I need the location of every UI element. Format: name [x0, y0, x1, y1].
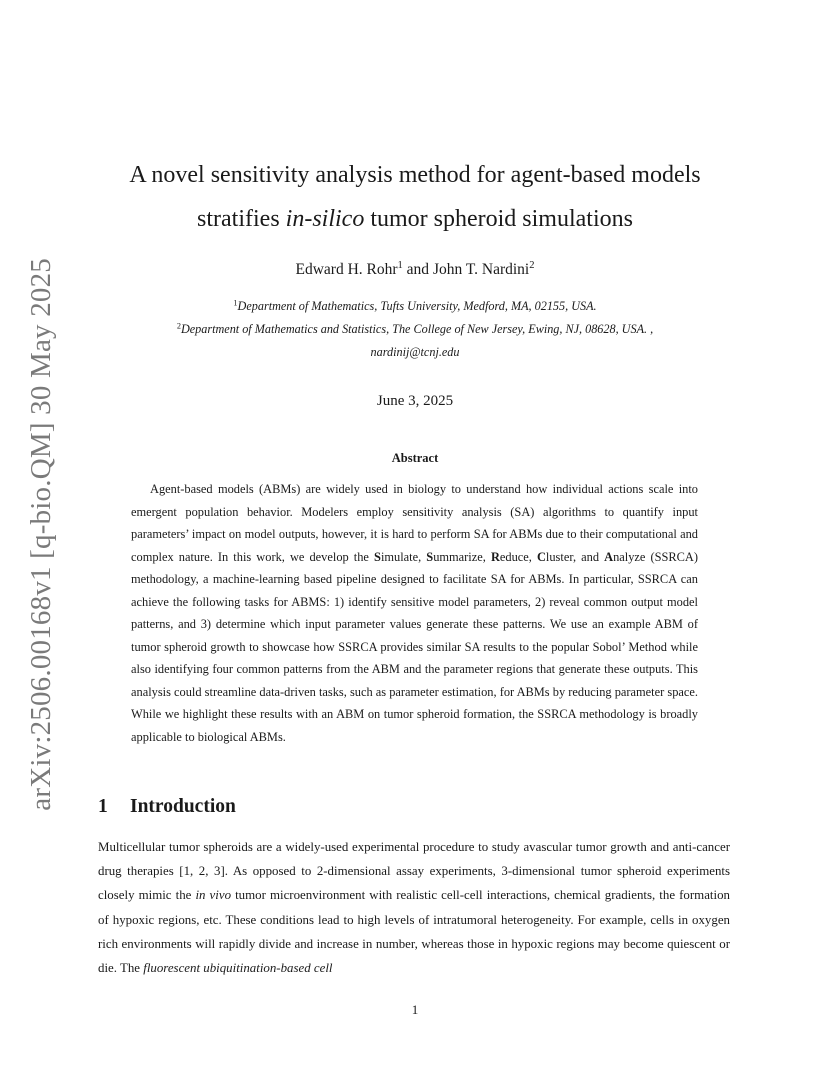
body-text: tumor microenvironment with realistic cell-cell interactions, chemical gradients, the formation of hypoxic regions, etc. These conditions lead to high levels of intratumoral heterogeneity. For example, cells in oxygen rich environments will rapidly divide and increase in number, whereas those in hypoxic regions may become quiescent or die. The [98, 888, 730, 976]
title-text: stratifies [197, 206, 286, 232]
abstract-text: luster, and [545, 549, 605, 564]
acronym-letter: C [536, 549, 546, 564]
arxiv-identifier: arXiv:2506.00168v1 [q-bio.QM] 30 May 2025 [24, 257, 57, 811]
author-affiliation-mark: 2 [529, 260, 535, 272]
affiliation-mark: 2 [176, 321, 181, 331]
affiliation-text: Department of Mathematics, Tufts University, Medford, MA, 02155, USA. [237, 299, 597, 313]
author-affiliation-mark: 1 [397, 260, 403, 272]
title-text: tumor spheroid simulations [364, 206, 633, 232]
paper-title-line-2 [100, 207, 730, 231]
abstract-text: Agent-based models (ABMs) are widely used in biology to understand how individual actions scale into emergent population behavior. Modelers employ sensitivity analysis (SA) algorithms to quantify input parameters’ impact on model outputs, however, it is hard to perform SA for ABMs due to their computational and complex nature. In this work, we develop the [131, 482, 698, 564]
affiliation-text: Department of Mathematics and Statistics, The College of New Jersey, Ewing, NJ, 08628, USA. , [180, 322, 654, 336]
author-separator: and [402, 261, 433, 278]
acronym-letter: S [426, 549, 434, 564]
affiliation-1 [100, 299, 730, 314]
section-heading-introduction [98, 796, 236, 818]
abstract-text: educe, [499, 549, 537, 564]
section-number: 1 [98, 796, 108, 817]
abstract-heading: Abstract [391, 451, 439, 465]
abstract-text: imulate, [380, 549, 427, 564]
acronym-letter: A [604, 549, 614, 564]
emphasized-term: fluorescent ubiquitination-based cell [143, 961, 333, 976]
author-name: John T. Nardini [432, 261, 530, 278]
paper-date: June 3, 2025 [376, 393, 454, 409]
introduction-paragraph [98, 835, 730, 980]
arxiv-identifier-margin [18, 257, 64, 811]
abstract-text: ummarize, [433, 549, 491, 564]
affiliation-2 [100, 322, 730, 337]
author-list [100, 261, 730, 279]
author-name: Edward H. Rohr [295, 261, 398, 278]
paper-title-line-1: A novel sensitivity analysis method for agent-based models [129, 162, 701, 188]
affiliation-mark: 1 [233, 298, 238, 308]
section-title: Introduction [130, 796, 236, 817]
emphasized-term: in vivo [195, 888, 232, 903]
abstract-text: nalyze (SSRCA) methodology, a machine-learning based pipeline designed to facilitate SA for ABMs. In particular, SSRCA can achieve the following tasks for ABMS: 1) identify sensitive model parameters, 2) reveal common output model patterns, and 3) determine which input parameter values generate these patterns. We use an example ABM of tumor spheroid growth to showcase how SSRCA provides similar SA results to the popular Sobol’ Method while also identifying four common patterns from the ABM and the parameter regions that generate these outputs. This analysis could streamline data-driven tasks, such as parameter estimation, for ABMs by reducing parameter space. While we highlight these results with an ABM on tumor spheroid formation, the SSRCA methodology is broadly applicable to biological ABMs. [131, 549, 699, 744]
contact-email[interactable]: nardinij@tcnj.edu [370, 345, 460, 359]
acronym-letter: S [374, 549, 381, 564]
acronym-letter: R [490, 549, 500, 564]
page-number: 1 [411, 1002, 419, 1017]
title-emphasis: in-silico [285, 206, 365, 232]
body-text: Multicellular tumor spheroids are a widely-used experimental procedure to study avascular tumor growth and anti-cancer drug therapies [1, 2, 3]. As opposed to 2-dimensional assay experiments, 3-dimensional tumor spheroid experiments closely mimic the [98, 840, 730, 903]
abstract-body [131, 478, 698, 748]
